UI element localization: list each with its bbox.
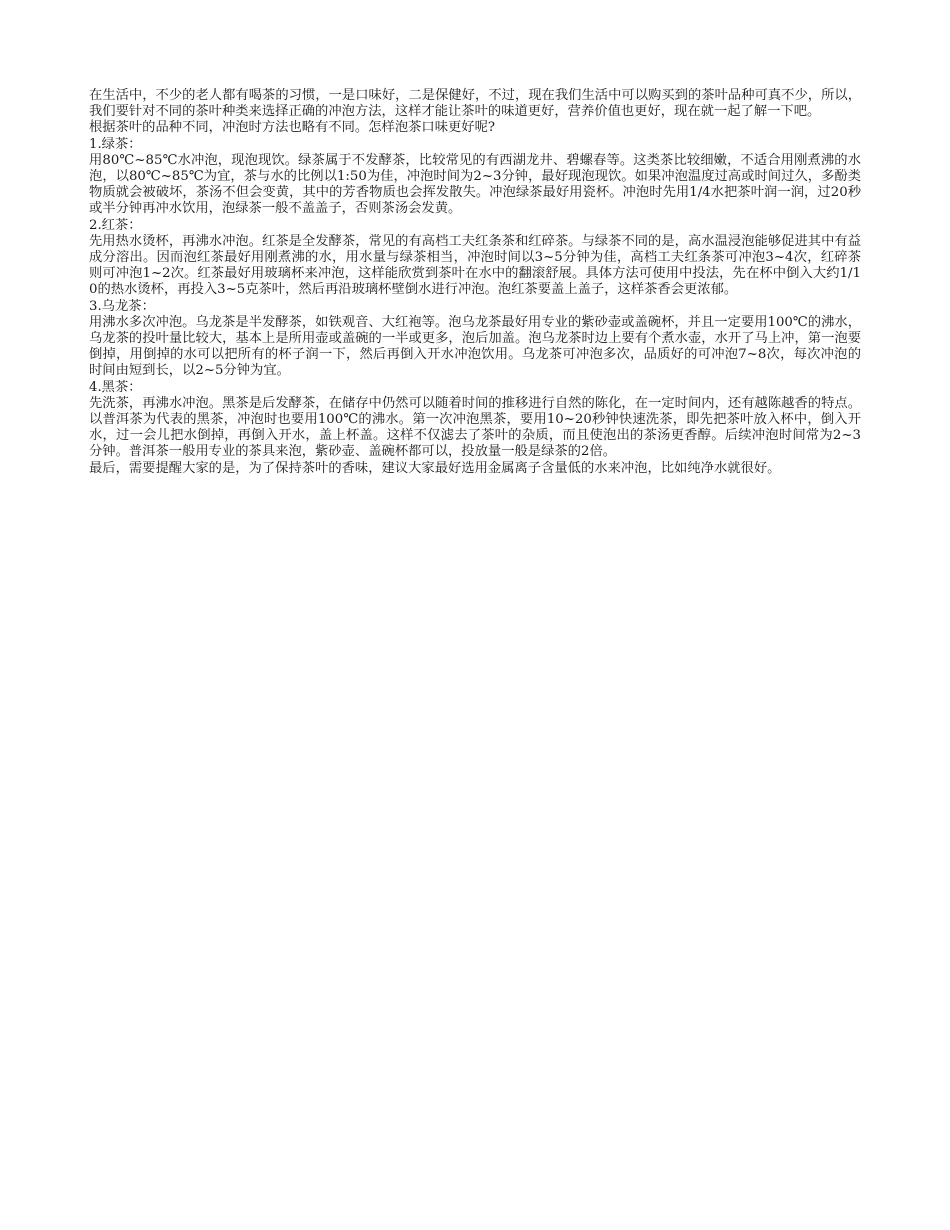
intro-question: 根据茶叶的品种不同，冲泡时方法也略有不同。怎样泡茶口味更好呢? [89, 120, 496, 136]
intro-paragraph: 在生活中，不少的老人都有喝茶的习惯，一是口味好，二是保健好，不过，现在我们生活中可以购买到的茶叶品种可真不少，所以，我们要针对不同的茶叶种类来选择正确的冲泡方法，这样才能让茶叶的味道更好，营养价值也更好，现在就一起了解一下吧。 [89, 88, 861, 120]
black-tea-paragraph: 先用热水烫杯，再沸水冲泡。红茶是全发酵茶，常见的有高档工夫红条茶和红碎茶。与绿茶不同的是，高水温浸泡能够促进其中有益成分溶出。因而泡红茶最好用刚煮沸的水，用水量与绿茶相当，冲泡时间以3~5分钟为佳，高档工夫红条茶可冲泡3~4次，红碎茶则可冲泡1~2次。红茶最好用玻璃杯来冲泡，这样能欣赏到茶叶在水中的翻滚舒展。具体方法可使用中投法，先在杯中倒入大约1/10的热水烫杯，再投入3~5克茶叶，然后再沿玻璃杯壁倒水进行冲泡。泡红茶要盖上盖子，这样茶香会更浓郁。 [89, 233, 861, 298]
green-tea-paragraph: 用80℃~85℃水冲泡，现泡现饮。绿茶属于不发酵茶，比较常见的有西湖龙井、碧螺春等。这类茶比较细嫩，不适合用刚煮沸的水泡，以80℃~85℃为宜，茶与水的比例以1:50为佳，冲泡时间为2~3分钟，最好现泡现饮。如果冲泡温度过高或时间过久，多酚类物质就会被破坏，茶汤不但会变黄，其中的芳香物质也会挥发散失。冲泡绿茶最好用瓷杯。冲泡时先用1/4水把茶叶润一润，过20秒或半分钟再冲水饮用，泡绿茶一般不盖盖子，否则茶汤会发黄。 [89, 152, 861, 217]
oolong-tea-paragraph: 用沸水多次冲泡。乌龙茶是半发酵茶，如铁观音、大红袍等。泡乌龙茶最好用专业的紫砂壶或盖碗杯，并且一定要用100℃的沸水，乌龙茶的投叶量比较大，基本上是所用壶或盖碗的一半或更多，泡后加盖。泡乌龙茶时边上要有个煮水壶，水开了马上冲，第一泡要倒掉，用倒掉的水可以把所有的杯子润一下，然后再倒入开水冲泡饮用。乌龙茶可冲泡多次，品质好的可冲泡7~8次，每次冲泡的时间由短到长，以2~5分钟为宜。 [89, 314, 861, 379]
section-heading-oolong-tea: 3.乌龙茶： [89, 298, 155, 314]
section-heading-black-tea: 2.红茶： [89, 217, 142, 233]
section-heading-dark-tea: 4.黑茶： [89, 379, 142, 395]
section-heading-green-tea: 1.绿茶： [89, 136, 142, 152]
dark-tea-paragraph: 先洗茶，再沸水冲泡。黑茶是后发酵茶，在储存中仍然可以随着时间的推移进行自然的陈化，在一定时间内，还有越陈越香的特点。以普洱茶为代表的黑茶，冲泡时也要用100℃的沸水。第一次冲泡黑茶，要用10~20秒钟快速洗茶，即先把茶叶放入杯中，倒入开水，过一会儿把水倒掉，再倒入开水，盖上杯盖。这样不仅滤去了茶叶的杂质，而且使泡出的茶汤更香醇。后续冲泡时间常为2~3分钟。普洱茶一般用专业的茶具来泡，紫砂壶、盖碗杯都可以，投放量一般是绿茶的2倍。 [89, 395, 861, 460]
document-body [89, 88, 861, 477]
closing-paragraph: 最后，需要提醒大家的是，为了保持茶叶的香味，建议大家最好选用金属离子含量低的水来冲泡，比如纯净水就很好。 [89, 460, 781, 476]
